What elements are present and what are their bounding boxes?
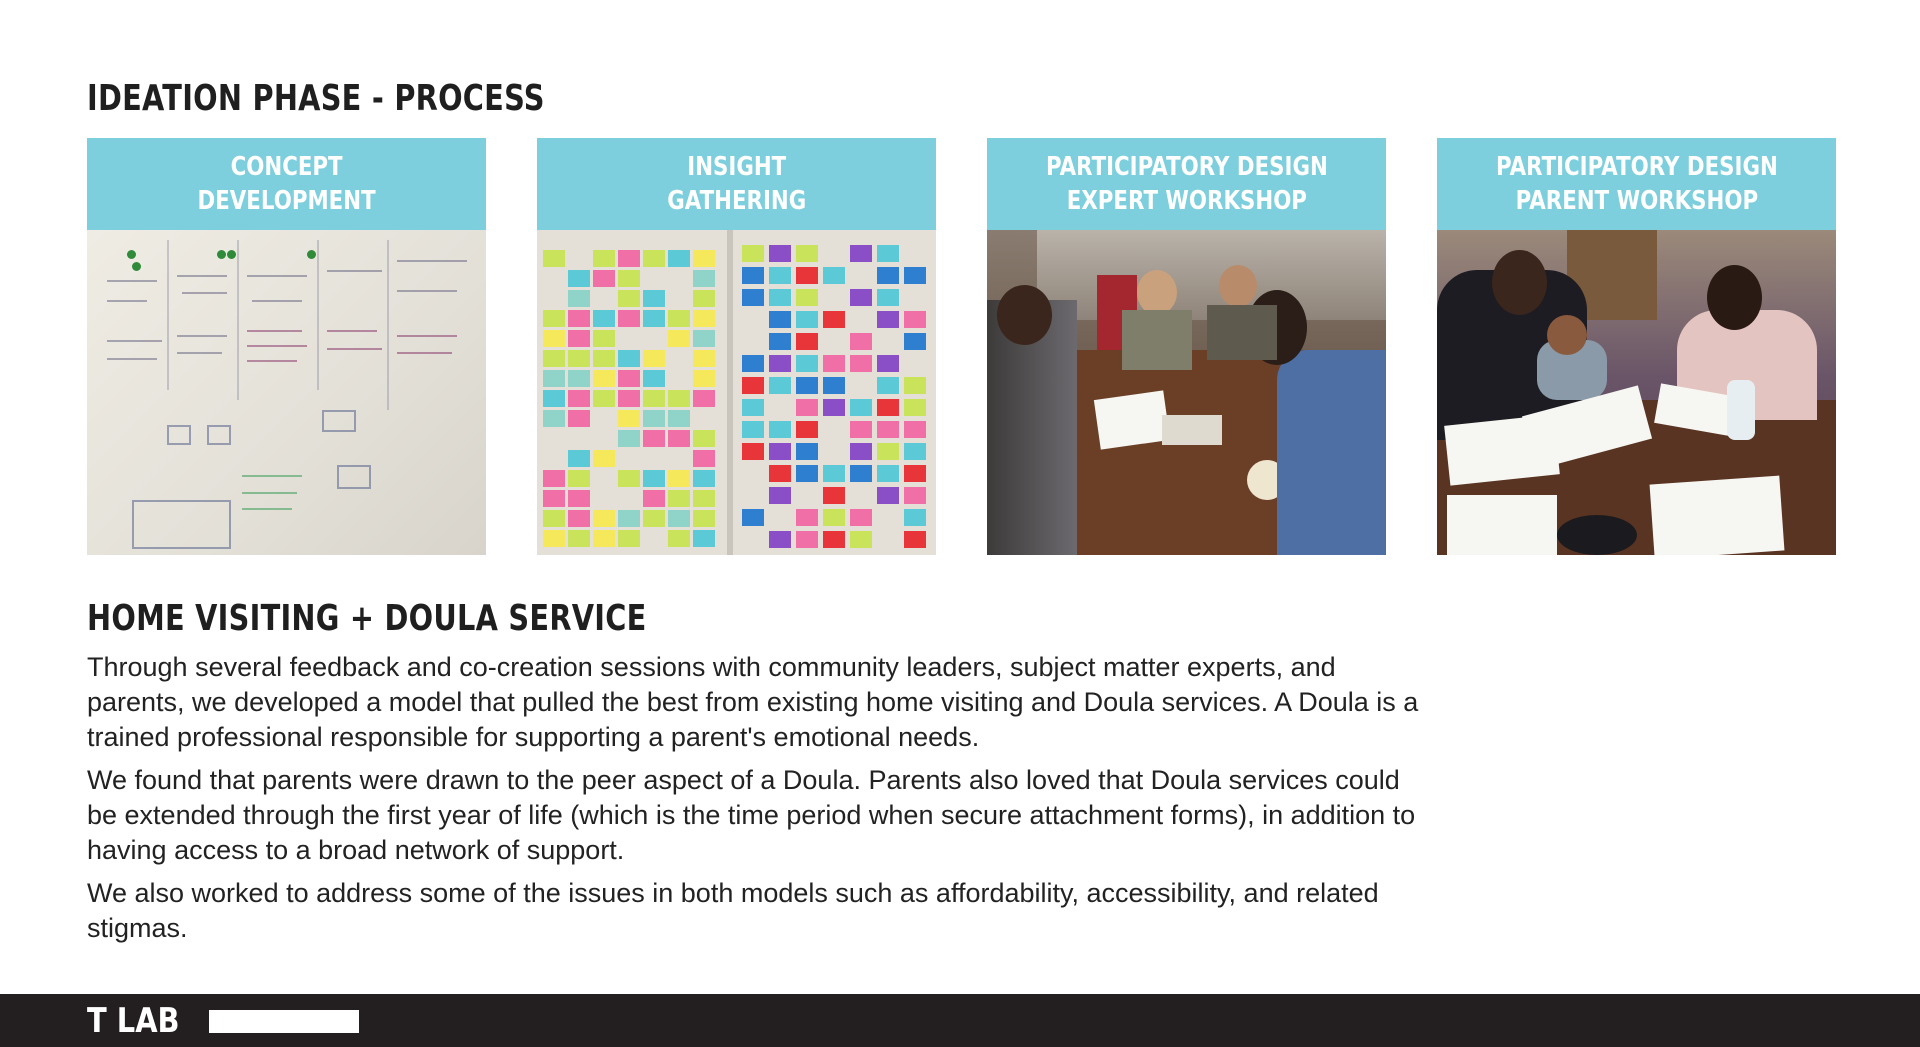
card-header: [1437, 138, 1836, 230]
card-header: [987, 138, 1386, 230]
card-title-line2: EXPERT WORKSHOP: [1066, 186, 1307, 216]
ideation-section-title: IDEATION PHASE - PROCESS: [87, 78, 545, 119]
card-concept-development: [87, 138, 486, 555]
card-parent-workshop: [1437, 138, 1836, 555]
card-title-line1: CONCEPT: [230, 152, 343, 182]
logo-bar-decoration: [209, 1010, 359, 1033]
card-title-line1: INSIGHT: [687, 152, 786, 182]
service-section-title: HOME VISITING + DOULA SERVICE: [87, 598, 647, 639]
card-title-line1: PARTICIPATORY DESIGN: [1495, 152, 1778, 182]
expert-workshop-photo: [987, 230, 1386, 555]
parent-workshop-photo: [1437, 230, 1836, 555]
card-title-line2: DEVELOPMENT: [197, 186, 376, 216]
sticky-notes-photo: [537, 230, 936, 555]
footer-bar: [0, 994, 1920, 1047]
paragraph: We also worked to address some of the issues in both models such as affordability, accessibility, and related stigmas.: [87, 878, 1379, 943]
card-title-line2: PARENT WORKSHOP: [1515, 186, 1758, 216]
card-header: [537, 138, 936, 230]
card-header: [87, 138, 486, 230]
card-expert-workshop: [987, 138, 1386, 555]
card-title-line1: PARTICIPATORY DESIGN: [1045, 152, 1328, 182]
paragraph: We found that parents were drawn to the peer aspect of a Doula. Parents also loved that Doula services could be extended through the first year of life (which is the time period when secure attachment forms), in addition to having access to a broad network of support.: [87, 765, 1416, 865]
paragraph: Through several feedback and co-creation sessions with community leaders, subject matter experts, and parents, we developed a model that pulled the best from existing home visiting and Doula services. A Doula is a trained professional responsible for supporting a parent's emotional needs.: [87, 652, 1419, 752]
service-description: [87, 650, 1437, 954]
card-insight-gathering: [537, 138, 936, 555]
card-title-line2: GATHERING: [667, 186, 806, 216]
tlab-logo: T LAB: [87, 1001, 180, 1041]
whiteboard-photo: [87, 230, 486, 555]
